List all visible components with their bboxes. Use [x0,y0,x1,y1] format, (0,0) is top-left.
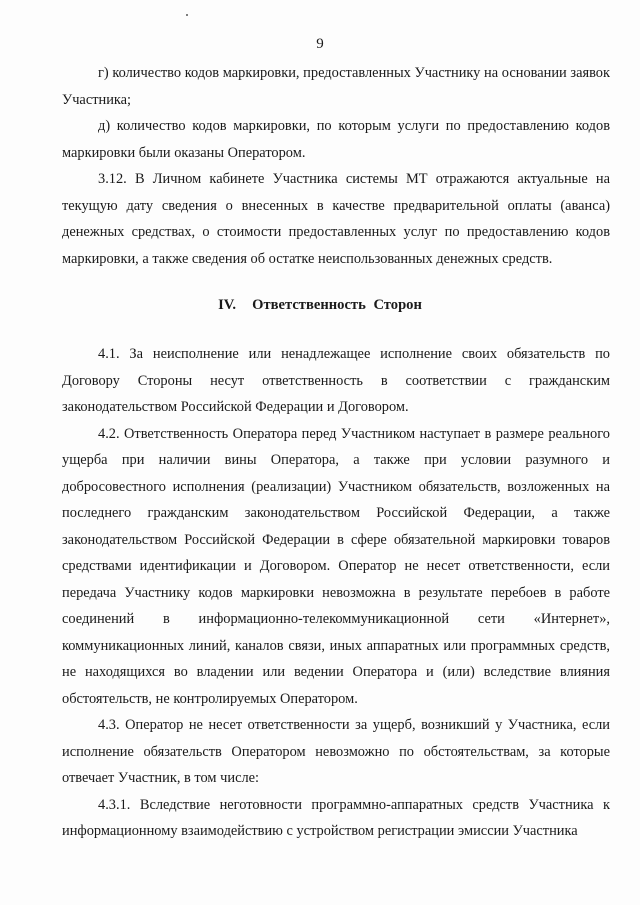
text-block-after-heading [62,341,610,845]
paragraph-3-12: 3.12. В Личном кабинете Участника системы МТ отражаются актуальные на текущую дату сведения о внесенных в качестве предварительной оплаты (аванса) денежных средствах, о стоимости предоставленных услуг по предоставлению кодов маркировки, а также сведения об остатке неиспользованных денежных средств. [62,171,610,267]
paragraph-item-d: д) количество кодов маркировки, по которым услуги по предоставлению кодов маркировки были оказаны Оператором. [62,118,610,161]
paragraph-4-1: 4.1. За неисполнение или ненадлежащее исполнение своих обязательств по Договору Стороны несут ответственность в соответствии с гражданским законодательством Российской Федерации и Договором. [62,346,610,415]
paragraph-4-3-1: 4.3.1. Вследствие неготовности программно-аппаратных средств Участника к информационному взаимодействию с устройством регистрации эмиссии Участника [62,796,610,839]
section-title: Ответственность Сторон [252,297,422,313]
text-block-before-heading [62,60,610,272]
paragraph-item-g: г) количество кодов маркировки, предоставленных Участнику на основании заявок Участника; [62,65,610,108]
section-number: IV. [218,297,237,313]
paragraph-4-3: 4.3. Оператор не несет ответственности за ущерб, возникший у Участника, если исполнение обязательств Оператором невозможно по обстоятельствам, за которые отвечает Участник, в том числе: [62,717,610,786]
paragraph-4-2: 4.2. Ответственность Оператора перед Участником наступает в размере реального ущерба при наличии вины Оператора, а также при условии разумного и добросовестного исполнения (реализации) Участником обязательств, возложенных на последнего гражданским законодательством Российской Федерации, а также законодательством Российской Федерации в сфере обязательной маркировки товаров средствами идентификации и Договором. Оператор не несет ответственности, если передача Участнику кодов маркировки невозможна в результате перебоев в работе соединений в информационно-телекоммуникационной сети «Интернет», коммуникационных линий, каналов связи, иных аппаратных или программных средств, не находящихся во владении или ведении Оператора и (или) вследствие влияния обстоятельств, не контролируемых Оператором. [62,425,610,707]
section-heading [0,297,640,314]
scan-speck [186,14,188,16]
page-number: 9 [316,36,324,52]
